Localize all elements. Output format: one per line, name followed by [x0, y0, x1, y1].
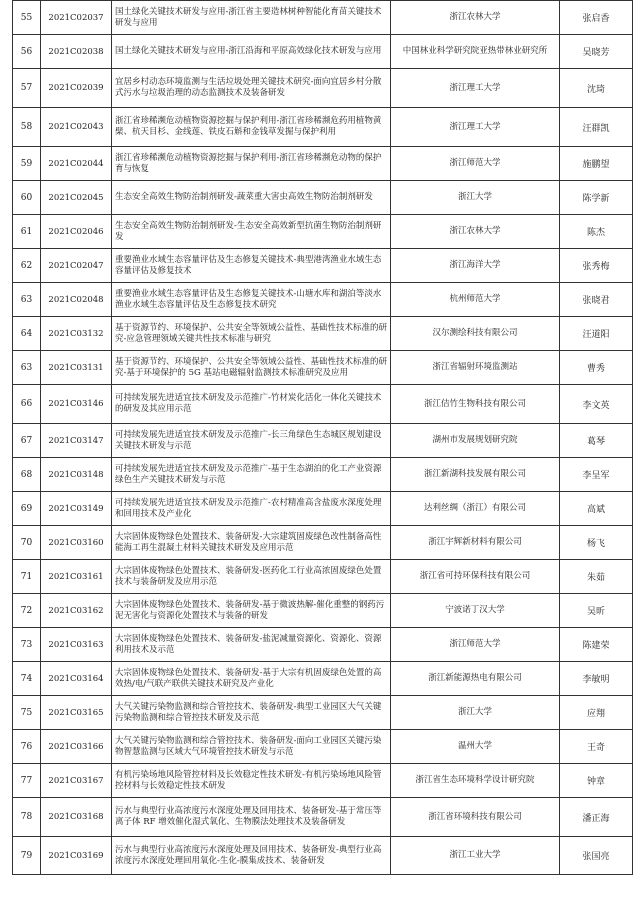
row-number-cell: 59 — [13, 147, 41, 181]
project-code-cell: 2021C03162 — [41, 594, 112, 628]
project-leader-cell: 高斌 — [560, 492, 633, 526]
project-title-cell: 可持续发展先进适宜技术研发及示范推广-农村精准高含盐废水深度处理和回用技术及产业化 — [112, 492, 391, 526]
project-code-cell: 2021C03147 — [41, 424, 112, 458]
project-leader-cell: 王奇 — [560, 730, 633, 764]
project-code-cell: 2021C02044 — [41, 147, 112, 181]
project-code-cell: 2021C03165 — [41, 696, 112, 730]
project-leader-cell: 张国亮 — [560, 837, 633, 875]
table-row — [13, 385, 633, 424]
lead-unit-cell: 浙江工业大学 — [391, 837, 560, 875]
table-row — [13, 35, 633, 69]
project-title-cell: 大宗固体废物绿色处置技术、装备研发-医药化工行业高浓固废绿色处置技术与装备研发及应用示范 — [112, 560, 391, 594]
row-number-cell: 63 — [13, 283, 41, 317]
project-code-cell: 2021C03167 — [41, 764, 112, 798]
row-number-cell: 55 — [13, 1, 41, 35]
table-row — [13, 764, 633, 798]
table-row — [13, 317, 633, 351]
row-number-cell: 61 — [13, 215, 41, 249]
project-code-cell: 2021C03160 — [41, 526, 112, 560]
project-code-cell: 2021C02043 — [41, 108, 112, 147]
row-number-cell: 74 — [13, 662, 41, 696]
project-code-cell: 2021C02039 — [41, 69, 112, 108]
lead-unit-cell: 浙江农林大学 — [391, 215, 560, 249]
row-number-cell: 69 — [13, 492, 41, 526]
row-number-cell: 73 — [13, 628, 41, 662]
project-title-cell: 重要渔业水域生态容量评估及生态修复关键技术-典型港湾渔业水域生态容量评估及修复技术 — [112, 249, 391, 283]
lead-unit-cell: 浙江理工大学 — [391, 69, 560, 108]
project-leader-cell: 李呈军 — [560, 458, 633, 492]
row-number-cell: 77 — [13, 764, 41, 798]
project-title-cell: 大气关键污染物监测和综合管控技术、装备研发-典型工业园区大气关键污染物监测和综合管控技术研发及示范 — [112, 696, 391, 730]
table-row — [13, 424, 633, 458]
lead-unit-cell: 浙江省辐射环境监测站 — [391, 351, 560, 385]
row-number-cell: 64 — [13, 317, 41, 351]
lead-unit-cell: 浙江宇辉新材料有限公司 — [391, 526, 560, 560]
project-code-cell: 2021C03161 — [41, 560, 112, 594]
lead-unit-cell: 浙江理工大学 — [391, 108, 560, 147]
project-table — [12, 0, 633, 875]
lead-unit-cell: 宁波诺丁汉大学 — [391, 594, 560, 628]
row-number-cell: 76 — [13, 730, 41, 764]
project-title-cell: 重要渔业水域生态容量评估及生态修复关键技术-山塘水库和湖泊等淡水渔业水域生态容量评估及生态修复技术研究 — [112, 283, 391, 317]
project-leader-cell: 李敏明 — [560, 662, 633, 696]
table-row — [13, 351, 633, 385]
lead-unit-cell: 浙江师范大学 — [391, 628, 560, 662]
lead-unit-cell: 浙江新能源热电有限公司 — [391, 662, 560, 696]
project-code-cell: 2021C02045 — [41, 181, 112, 215]
project-leader-cell: 钟章 — [560, 764, 633, 798]
table-row — [13, 492, 633, 526]
row-number-cell: 63 — [13, 351, 41, 385]
project-code-cell: 2021C02047 — [41, 249, 112, 283]
table-row — [13, 696, 633, 730]
project-code-cell: 2021C03131 — [41, 351, 112, 385]
project-title-cell: 可持续发展先进适宜技术研发及示范推广-长三角绿色生态城区规划建设关键技术研发与示范 — [112, 424, 391, 458]
table-row — [13, 560, 633, 594]
project-title-cell: 大宗固体废物绿色处置技术、装备研发-盐泥减量资源化、资源化、资源利用技术及示范 — [112, 628, 391, 662]
lead-unit-cell: 浙江农林大学 — [391, 1, 560, 35]
lead-unit-cell: 浙江省可持环保科技有限公司 — [391, 560, 560, 594]
project-title-cell: 宜居乡村动态环境监测与生活垃圾处理关键技术研究-面向宜居乡村分散式污水与垃圾治理的动态监测技术及装备研发 — [112, 69, 391, 108]
project-leader-cell: 应翔 — [560, 696, 633, 730]
lead-unit-cell: 浙江大学 — [391, 696, 560, 730]
table-row — [13, 594, 633, 628]
row-number-cell: 68 — [13, 458, 41, 492]
lead-unit-cell: 浙江新湖科技发展有限公司 — [391, 458, 560, 492]
project-leader-cell: 朱茹 — [560, 560, 633, 594]
row-number-cell: 78 — [13, 798, 41, 837]
project-title-cell: 污水与典型行业高浓度污水深度处理及回用技术、装备研发-基于常压等离子体 RF 增效催化湿式氧化、生物膜法处理技术及装备研发 — [112, 798, 391, 837]
project-code-cell: 2021C02038 — [41, 35, 112, 69]
project-leader-cell: 汪道阳 — [560, 317, 633, 351]
row-number-cell: 79 — [13, 837, 41, 875]
row-number-cell: 62 — [13, 249, 41, 283]
lead-unit-cell: 中国林业科学研究院亚热带林业研究所 — [391, 35, 560, 69]
table-row — [13, 730, 633, 764]
project-code-cell: 2021C02048 — [41, 283, 112, 317]
project-code-cell: 2021C03148 — [41, 458, 112, 492]
row-number-cell: 67 — [13, 424, 41, 458]
project-leader-cell: 葛琴 — [560, 424, 633, 458]
project-leader-cell: 沈琦 — [560, 69, 633, 108]
lead-unit-cell: 浙江省生态环境科学设计研究院 — [391, 764, 560, 798]
lead-unit-cell: 汉尔测绘科技有限公司 — [391, 317, 560, 351]
table-row — [13, 283, 633, 317]
row-number-cell: 71 — [13, 560, 41, 594]
project-title-cell: 可持续发展先进适宜技术研发及示范推广-基于生态湖泊的化工产业资源绿色生产关键技术研发与示范 — [112, 458, 391, 492]
project-code-cell: 2021C03169 — [41, 837, 112, 875]
project-leader-cell: 曹秀 — [560, 351, 633, 385]
project-code-cell: 2021C03146 — [41, 385, 112, 424]
table-row — [13, 147, 633, 181]
row-number-cell: 75 — [13, 696, 41, 730]
project-title-cell: 基于资源节约、环境保护、公共安全等领域公益性、基础性技术标准的研究-应急管理领域关键共性技术标准与研究 — [112, 317, 391, 351]
project-title-cell: 国土绿化关键技术研发与应用-浙江省主要造林树种智能化育苗关键技术研发与应用 — [112, 1, 391, 35]
project-title-cell: 大气关键污染物监测和综合管控技术、装备研发-面向工业园区关键污染物智慧监测与区域大气环境管控技术研发与示范 — [112, 730, 391, 764]
lead-unit-cell: 杭州师范大学 — [391, 283, 560, 317]
table-row — [13, 108, 633, 147]
project-title-cell: 污水与典型行业高浓度污水深度处理及回用技术、装备研发-典型行业高浓度污水深度处理回用氧化-生化-膜集成技术、装备研发 — [112, 837, 391, 875]
project-title-cell: 有机污染场地风险管控材料及长效稳定性技术研发-有机污染场地风险管控材料与长效稳定性技术研发 — [112, 764, 391, 798]
project-code-cell: 2021C03164 — [41, 662, 112, 696]
row-number-cell: 60 — [13, 181, 41, 215]
table-row — [13, 458, 633, 492]
table-row — [13, 662, 633, 696]
project-code-cell: 2021C02037 — [41, 1, 112, 35]
lead-unit-cell: 温州大学 — [391, 730, 560, 764]
project-leader-cell: 杨飞 — [560, 526, 633, 560]
project-leader-cell: 李文英 — [560, 385, 633, 424]
project-title-cell: 国土绿化关键技术研发与应用-浙江沿海和平原高效绿化技术研发与应用 — [112, 35, 391, 69]
project-title-cell: 浙江省珍稀濒危动植物资源挖掘与保护利用-浙江省珍稀濒危药用植物黄檗、杭天目杉、金线莲、铁皮石斛和金钱草发掘与保护利用 — [112, 108, 391, 147]
table-row — [13, 215, 633, 249]
project-leader-cell: 陈学新 — [560, 181, 633, 215]
lead-unit-cell: 浙江大学 — [391, 181, 560, 215]
lead-unit-cell: 浙江海洋大学 — [391, 249, 560, 283]
project-title-cell: 生态安全高效生物防治制剂研发-蔬菜重大害虫高效生物防治制剂研发 — [112, 181, 391, 215]
row-number-cell: 58 — [13, 108, 41, 147]
row-number-cell: 72 — [13, 594, 41, 628]
table-row — [13, 181, 633, 215]
table-row — [13, 526, 633, 560]
project-leader-cell: 陈杰 — [560, 215, 633, 249]
project-title-cell: 可持续发展先进适宜技术研发及示范推广-竹材炭化活化一体化关键技术的研发及其应用示范 — [112, 385, 391, 424]
project-leader-cell: 汪群凯 — [560, 108, 633, 147]
project-leader-cell: 张秀梅 — [560, 249, 633, 283]
table-row — [13, 69, 633, 108]
row-number-cell: 66 — [13, 385, 41, 424]
project-leader-cell: 吴昕 — [560, 594, 633, 628]
lead-unit-cell: 浙江省环境科技有限公司 — [391, 798, 560, 837]
project-leader-cell: 潘正海 — [560, 798, 633, 837]
project-code-cell: 2021C03149 — [41, 492, 112, 526]
project-leader-cell: 张启香 — [560, 1, 633, 35]
row-number-cell: 57 — [13, 69, 41, 108]
project-code-cell: 2021C03132 — [41, 317, 112, 351]
project-title-cell: 大宗固体废物绿色处置技术、装备研发-基于微波热解-催化重整的钢药污泥无害化与资源化处置技术与装备的研发 — [112, 594, 391, 628]
table-row — [13, 837, 633, 875]
project-title-cell: 浙江省珍稀濒危动植物资源挖掘与保护利用-浙江省珍稀濒危动物的保护育与恢复 — [112, 147, 391, 181]
project-table-body — [13, 1, 633, 875]
row-number-cell: 70 — [13, 526, 41, 560]
lead-unit-cell: 达利丝绸（浙江）有限公司 — [391, 492, 560, 526]
project-leader-cell: 陈建荣 — [560, 628, 633, 662]
table-row — [13, 1, 633, 35]
project-title-cell: 大宗固体废物绿色处置技术、装备研发-大宗建筑固废绿色改性制备高性能海工再生混凝土材料关键技术研发及应用示范 — [112, 526, 391, 560]
lead-unit-cell: 湖州市发展规划研究院 — [391, 424, 560, 458]
row-number-cell: 56 — [13, 35, 41, 69]
project-title-cell: 大宗固体废物绿色处置技术、装备研发-基于大宗有机固废绿色处置的高效热/电/气联产联供关键技术研究及产业化 — [112, 662, 391, 696]
project-leader-cell: 施鹏望 — [560, 147, 633, 181]
lead-unit-cell: 浙江师范大学 — [391, 147, 560, 181]
project-leader-cell: 吴晓芳 — [560, 35, 633, 69]
project-code-cell: 2021C03168 — [41, 798, 112, 837]
table-row — [13, 798, 633, 837]
project-leader-cell: 张晓君 — [560, 283, 633, 317]
project-code-cell: 2021C03166 — [41, 730, 112, 764]
project-code-cell: 2021C03163 — [41, 628, 112, 662]
table-row — [13, 628, 633, 662]
lead-unit-cell: 浙江佶竹生物科技有限公司 — [391, 385, 560, 424]
project-title-cell: 基于资源节约、环境保护、公共安全等领域公益性、基础性技术标准的研究-基于环境保护的 5G 基站电磁辐射监测技术标准研究及应用 — [112, 351, 391, 385]
project-title-cell: 生态安全高效生物防治制剂研发-生态安全高效新型抗菌生物防治制剂研发 — [112, 215, 391, 249]
project-code-cell: 2021C02046 — [41, 215, 112, 249]
table-row — [13, 249, 633, 283]
